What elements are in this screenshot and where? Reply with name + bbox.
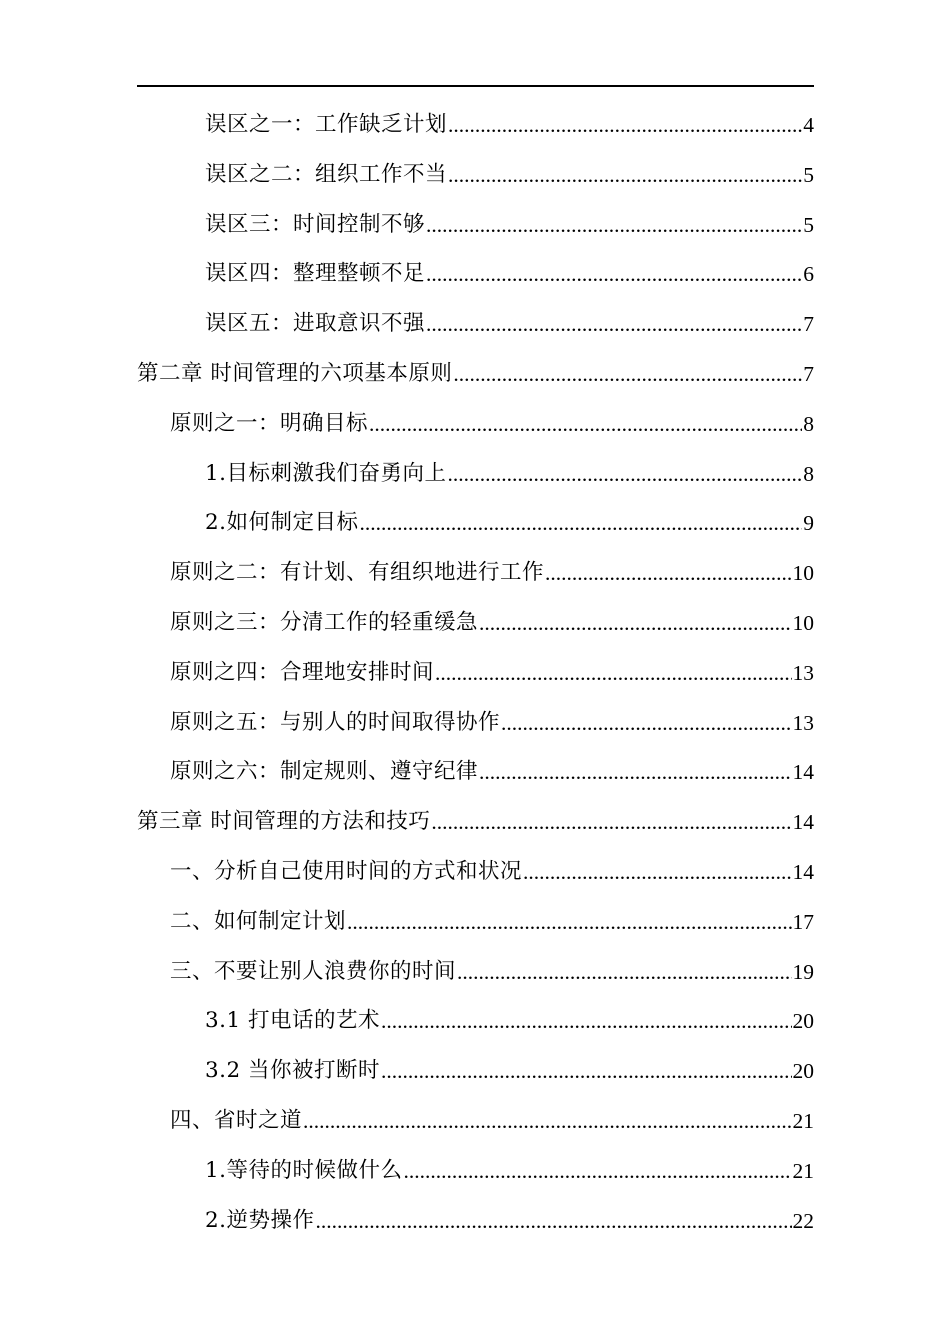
toc-page-number: 13 (792, 660, 814, 685)
toc-entry-title: 原则之五：与别人的时间取得协作 (170, 709, 501, 735)
toc-dot-leader (381, 1057, 791, 1085)
toc-dot-leader (479, 758, 791, 786)
toc-dot-leader (501, 709, 791, 737)
toc-dot-leader (545, 559, 791, 587)
toc-entry-title: 第二章 时间管理的六项基本原则 (137, 361, 453, 386)
toc-entry-title: 第三章 时间管理的方法和技巧 (137, 809, 431, 835)
toc-dot-leader (381, 1007, 791, 1035)
toc-page-number: 14 (792, 860, 814, 884)
toc-page-number: 4 (803, 113, 814, 137)
toc-page-number: 7 (803, 362, 814, 386)
toc-entry[interactable] (137, 356, 814, 388)
toc-page-number: 20 (792, 1009, 814, 1034)
toc-dot-leader (426, 310, 802, 338)
toc-entry[interactable] (205, 207, 814, 239)
toc-entry[interactable] (170, 904, 814, 936)
toc-entry-title: 原则之四：合理地安排时间 (170, 659, 435, 685)
toc-entry[interactable] (170, 655, 814, 687)
toc-page-number: 9 (803, 511, 814, 536)
toc-dot-leader (453, 360, 802, 388)
toc-entry[interactable] (205, 256, 814, 288)
toc-dot-leader (431, 808, 791, 836)
toc-entry-title: 原则之二：有计划、有组织地进行工作 (170, 560, 545, 586)
toc-entry-title: 误区五：进取意识不强 (205, 311, 426, 337)
toc-entry-title: 1.目标刺激我们奋勇向上 (205, 460, 447, 486)
toc-page-number: 7 (803, 312, 814, 337)
toc-entry[interactable] (205, 456, 814, 488)
toc-entry[interactable] (205, 157, 814, 189)
toc-entry[interactable] (170, 406, 814, 438)
toc-entry[interactable] (170, 1103, 814, 1135)
toc-page-number: 10 (792, 611, 814, 635)
toc-page-number: 21 (792, 1158, 814, 1183)
toc-dot-leader (426, 260, 802, 288)
toc-entry-title: 2.如何制定目标 (205, 510, 359, 536)
toc-entry-title: 3.1 打电话的艺术 (205, 1008, 381, 1034)
toc-page-number: 20 (792, 1059, 814, 1084)
toc-page-number: 14 (792, 810, 814, 835)
toc-page-number: 19 (792, 959, 814, 984)
toc-dot-leader (303, 1107, 791, 1135)
toc-entry-title: 四、省时之道 (170, 1108, 303, 1133)
toc-page-number: 14 (792, 760, 814, 785)
toc-entry[interactable] (137, 804, 814, 836)
toc-dot-leader (360, 509, 803, 537)
toc-entry[interactable] (205, 107, 814, 139)
toc-entry[interactable] (170, 954, 814, 986)
toc-entry-title: 误区之二：组织工作不当 (205, 161, 448, 187)
toc-entry-title: 一、分析自己使用时间的方式和状况 (170, 859, 523, 884)
toc-page-number: 8 (803, 411, 814, 436)
toc-entry-title: 2.逆势操作 (205, 1207, 315, 1233)
toc-entry[interactable] (170, 854, 814, 886)
toc-page-number: 8 (803, 461, 814, 486)
toc-entry[interactable] (205, 1003, 814, 1035)
toc-dot-leader (404, 1157, 792, 1185)
toc-page-number: 10 (792, 561, 814, 586)
toc-page-number: 22 (792, 1208, 814, 1233)
header-rule (137, 85, 814, 87)
toc-entry-title: 1.等待的时候做什么 (205, 1157, 403, 1183)
toc-entry-title: 三、不要让别人浪费你的时间 (170, 958, 457, 984)
toc-dot-leader (479, 609, 791, 637)
toc-entry-title: 原则之三：分清工作的轻重缓急 (170, 610, 479, 635)
toc-entry[interactable] (205, 306, 814, 338)
toc-entry-title: 误区三：时间控制不够 (205, 211, 426, 237)
toc-entry-title: 误区之一：工作缺乏计划 (205, 112, 448, 137)
toc-dot-leader (347, 908, 791, 936)
toc-dot-leader (426, 211, 802, 239)
toc-dot-leader (369, 410, 802, 438)
toc-entry-title: 原则之六：制定规则、遵守纪律 (170, 759, 479, 785)
toc-page-number: 5 (803, 212, 814, 237)
toc-entry[interactable] (205, 1053, 814, 1085)
toc-dot-leader (316, 1207, 792, 1235)
toc-dot-leader (448, 111, 802, 139)
toc-entry[interactable] (170, 555, 814, 587)
toc-entry-title: 误区四：整理整顿不足 (205, 261, 426, 287)
toc-dot-leader (435, 659, 791, 687)
toc-page-number: 13 (792, 710, 814, 735)
toc-page-number: 17 (792, 909, 814, 934)
toc-entry-title: 原则之一：明确目标 (170, 410, 369, 436)
toc-entry[interactable] (205, 1153, 814, 1185)
toc-entry[interactable] (170, 705, 814, 737)
toc-page-number: 21 (792, 1109, 814, 1133)
toc-entry[interactable] (205, 505, 814, 537)
toc-page-number: 6 (803, 262, 814, 287)
toc-entry-title: 3.2 当你被打断时 (205, 1058, 381, 1084)
toc-entry[interactable] (170, 754, 814, 786)
toc-entry-title: 二、如何制定计划 (170, 908, 347, 934)
toc-page-number: 5 (803, 162, 814, 187)
toc-dot-leader (448, 161, 802, 189)
toc-dot-leader (448, 460, 803, 488)
toc-dot-leader (523, 858, 791, 886)
toc-entry[interactable] (170, 605, 814, 637)
toc-dot-leader (457, 958, 791, 986)
toc-entry[interactable] (205, 1203, 814, 1235)
